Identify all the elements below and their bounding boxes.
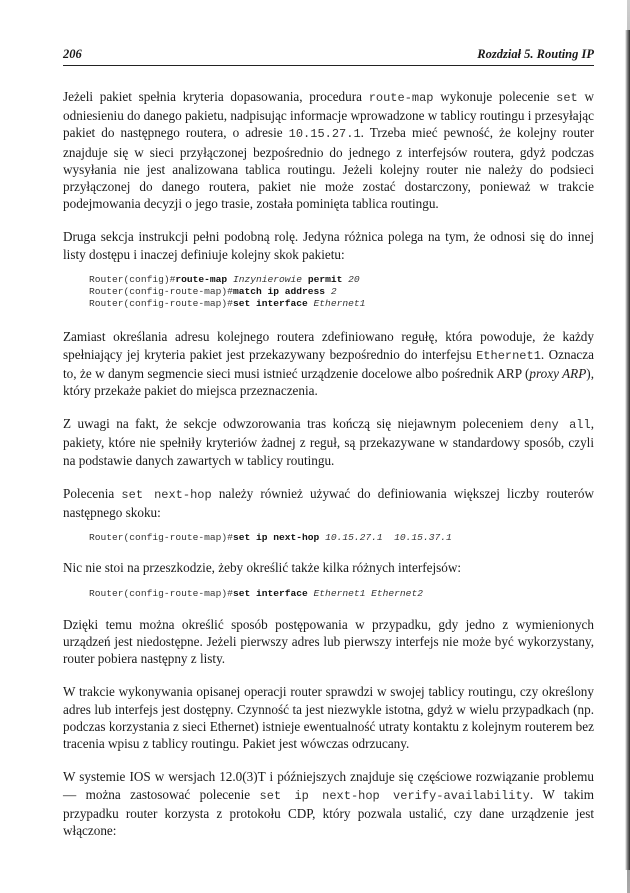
scan-edge-shadow-inner [625, 30, 630, 870]
code-argument: Inzynierowie [232, 273, 303, 285]
code-argument: 10.15.37.1 [394, 532, 452, 544]
code-argument: 10.15.27.1 [325, 532, 383, 544]
text: należy również używać do definiowania większej liczby routerów następnego skoku: [63, 485, 594, 521]
inline-code: set ip next-hop verify-availability [259, 788, 530, 803]
paragraph-5 [63, 485, 594, 521]
text: Z uwagi na fakt, że sekcje odwzorowania tras kończą się niejawnym poleceniem [63, 416, 530, 432]
inline-code: 10.15.27.1 [288, 127, 361, 142]
paragraph-9 [63, 768, 594, 839]
code-prompt: Router(config-route-map)# [89, 532, 233, 544]
text: , pakiety, które nie spełniły kryteriów żadnej z reguł, są przekazywane w standardowy sposób, czyli na podstawie danych zawartych w tablicy routingu. [63, 416, 595, 468]
code-keyword: permit [307, 273, 343, 285]
text: . Oznacza to, że w danym segmencie sieci musi istnieć urządzenie docelowe albo pośrednik ARP ( [63, 346, 594, 381]
chapter-title: Rozdział 5. Routing IP [477, 47, 594, 61]
code-argument: Ethernet2 [371, 587, 423, 599]
text: w odniesieniu do danego pakietu, nadpisując informacje wprowadzone w tablicy routingu i przesyłając pakiet do następnego routera, o adresie [63, 89, 594, 141]
paragraph-3 [63, 328, 594, 399]
code-command: match ip address [232, 286, 326, 298]
code-command: set interface [232, 298, 308, 310]
code-command: set ip next-hop [232, 532, 320, 544]
code-block-1 [89, 274, 594, 311]
text: Polecenia [63, 485, 122, 501]
emphasis: proxy ARP [529, 365, 587, 381]
running-header [63, 45, 594, 66]
text: wykonuje polecenie [433, 89, 557, 104]
text: . Trzeba mieć pewność, że kolejny router znajduje się w sieci przyłączonej bezpośrednio do jednego z interfejsów routera, gdyż podczas wysyłania nie jest analizowana tablica routingu. Jeżeli kolejny router nie należy do podsieci przyłączonej do danego routera, pakiet nie może zostać dostarczony, ponieważ w trakcie podejmowania decyzji o jego trasie, została pominięta tablica routingu. [63, 125, 594, 212]
paragraph-6: Nic nie stoi na przeszkodzie, żeby określić także kilka różnych interfejsów: [63, 560, 462, 576]
page-body [63, 88, 594, 839]
code-argument: Ethernet1 [313, 298, 366, 310]
code-prompt: Router(config)# [89, 273, 176, 285]
paragraph-4 [63, 415, 594, 469]
code-argument: 20 [348, 273, 360, 285]
inline-code: route-map [368, 91, 434, 105]
inline-code: deny all [529, 418, 591, 433]
paragraph-1 [63, 88, 594, 212]
paragraph-7: Dzięki temu można określić sposób postępowania w przypadku, gdy jedno z wymienionych urządzeń jest niedostępne. Jeżeli pierwszy adres lub pierwszy interfejs nie może być wykorzystany, router pobiera następny z listy. [63, 616, 594, 667]
inline-code: Ethernet1 [476, 348, 541, 363]
code-command: set interface [232, 587, 308, 599]
code-argument: 2 [330, 286, 337, 298]
text: W systemie IOS w wersjach 12.0(3)T i późniejszych znajduje się częściowe rozwiązanie problemu — można zastosować polecenie [63, 769, 594, 802]
code-block-2 [89, 532, 594, 544]
code-prompt: Router(config-route-map)# [89, 298, 233, 310]
code-argument: Ethernet1 [313, 587, 366, 599]
paragraph-2: Druga sekcja instrukcji pełni podobną rolę. Jedyna różnica polega na tym, że odnosi się do innej listy dostępu i inaczej definiuje kolejny skok pakietu: [63, 229, 594, 262]
text: Zamiast określania adresu kolejnego routera zdefiniowano regułę, która powoduje, że każdy spełniający jej kryteria pakiet jest przekazywany bezpośrednio do interfejsu [63, 329, 594, 362]
inline-code: set [556, 91, 578, 105]
text: ), który przekaże pakiet do miejsca przeznaczenia. [63, 365, 594, 399]
code-command: route-map [175, 273, 228, 285]
inline-code: set next-hop [121, 487, 212, 502]
code-prompt: Router(config-route-map)# [89, 286, 233, 298]
paragraph-8: W trakcie wykonywania opisanej operacji router sprawdzi w swojej tablicy routingu, czy określony adres lub interfejs jest dostępny. Czynność ta jest niezwykle istotna, gdyż w wielu przypadkach (np. podczas korzystania z sieci Ethernet) istnieje ewentualność utraty kontaktu z kolejnym routerem bez tracenia wpisu z tablicy routingu. Pakiet jest wówczas odrzucany. [63, 684, 594, 752]
code-block-3 [89, 588, 594, 600]
code-prompt: Router(config-route-map)# [89, 587, 233, 599]
page-number: 206 [63, 47, 82, 61]
text: Jeżeli pakiet spełnia kryteria dopasowania, procedura [63, 89, 369, 104]
text: . W takim przypadku router korzysta z protokołu CDP, który pozwala ustalić, czy dane urządzenie jest włączone: [63, 786, 594, 838]
